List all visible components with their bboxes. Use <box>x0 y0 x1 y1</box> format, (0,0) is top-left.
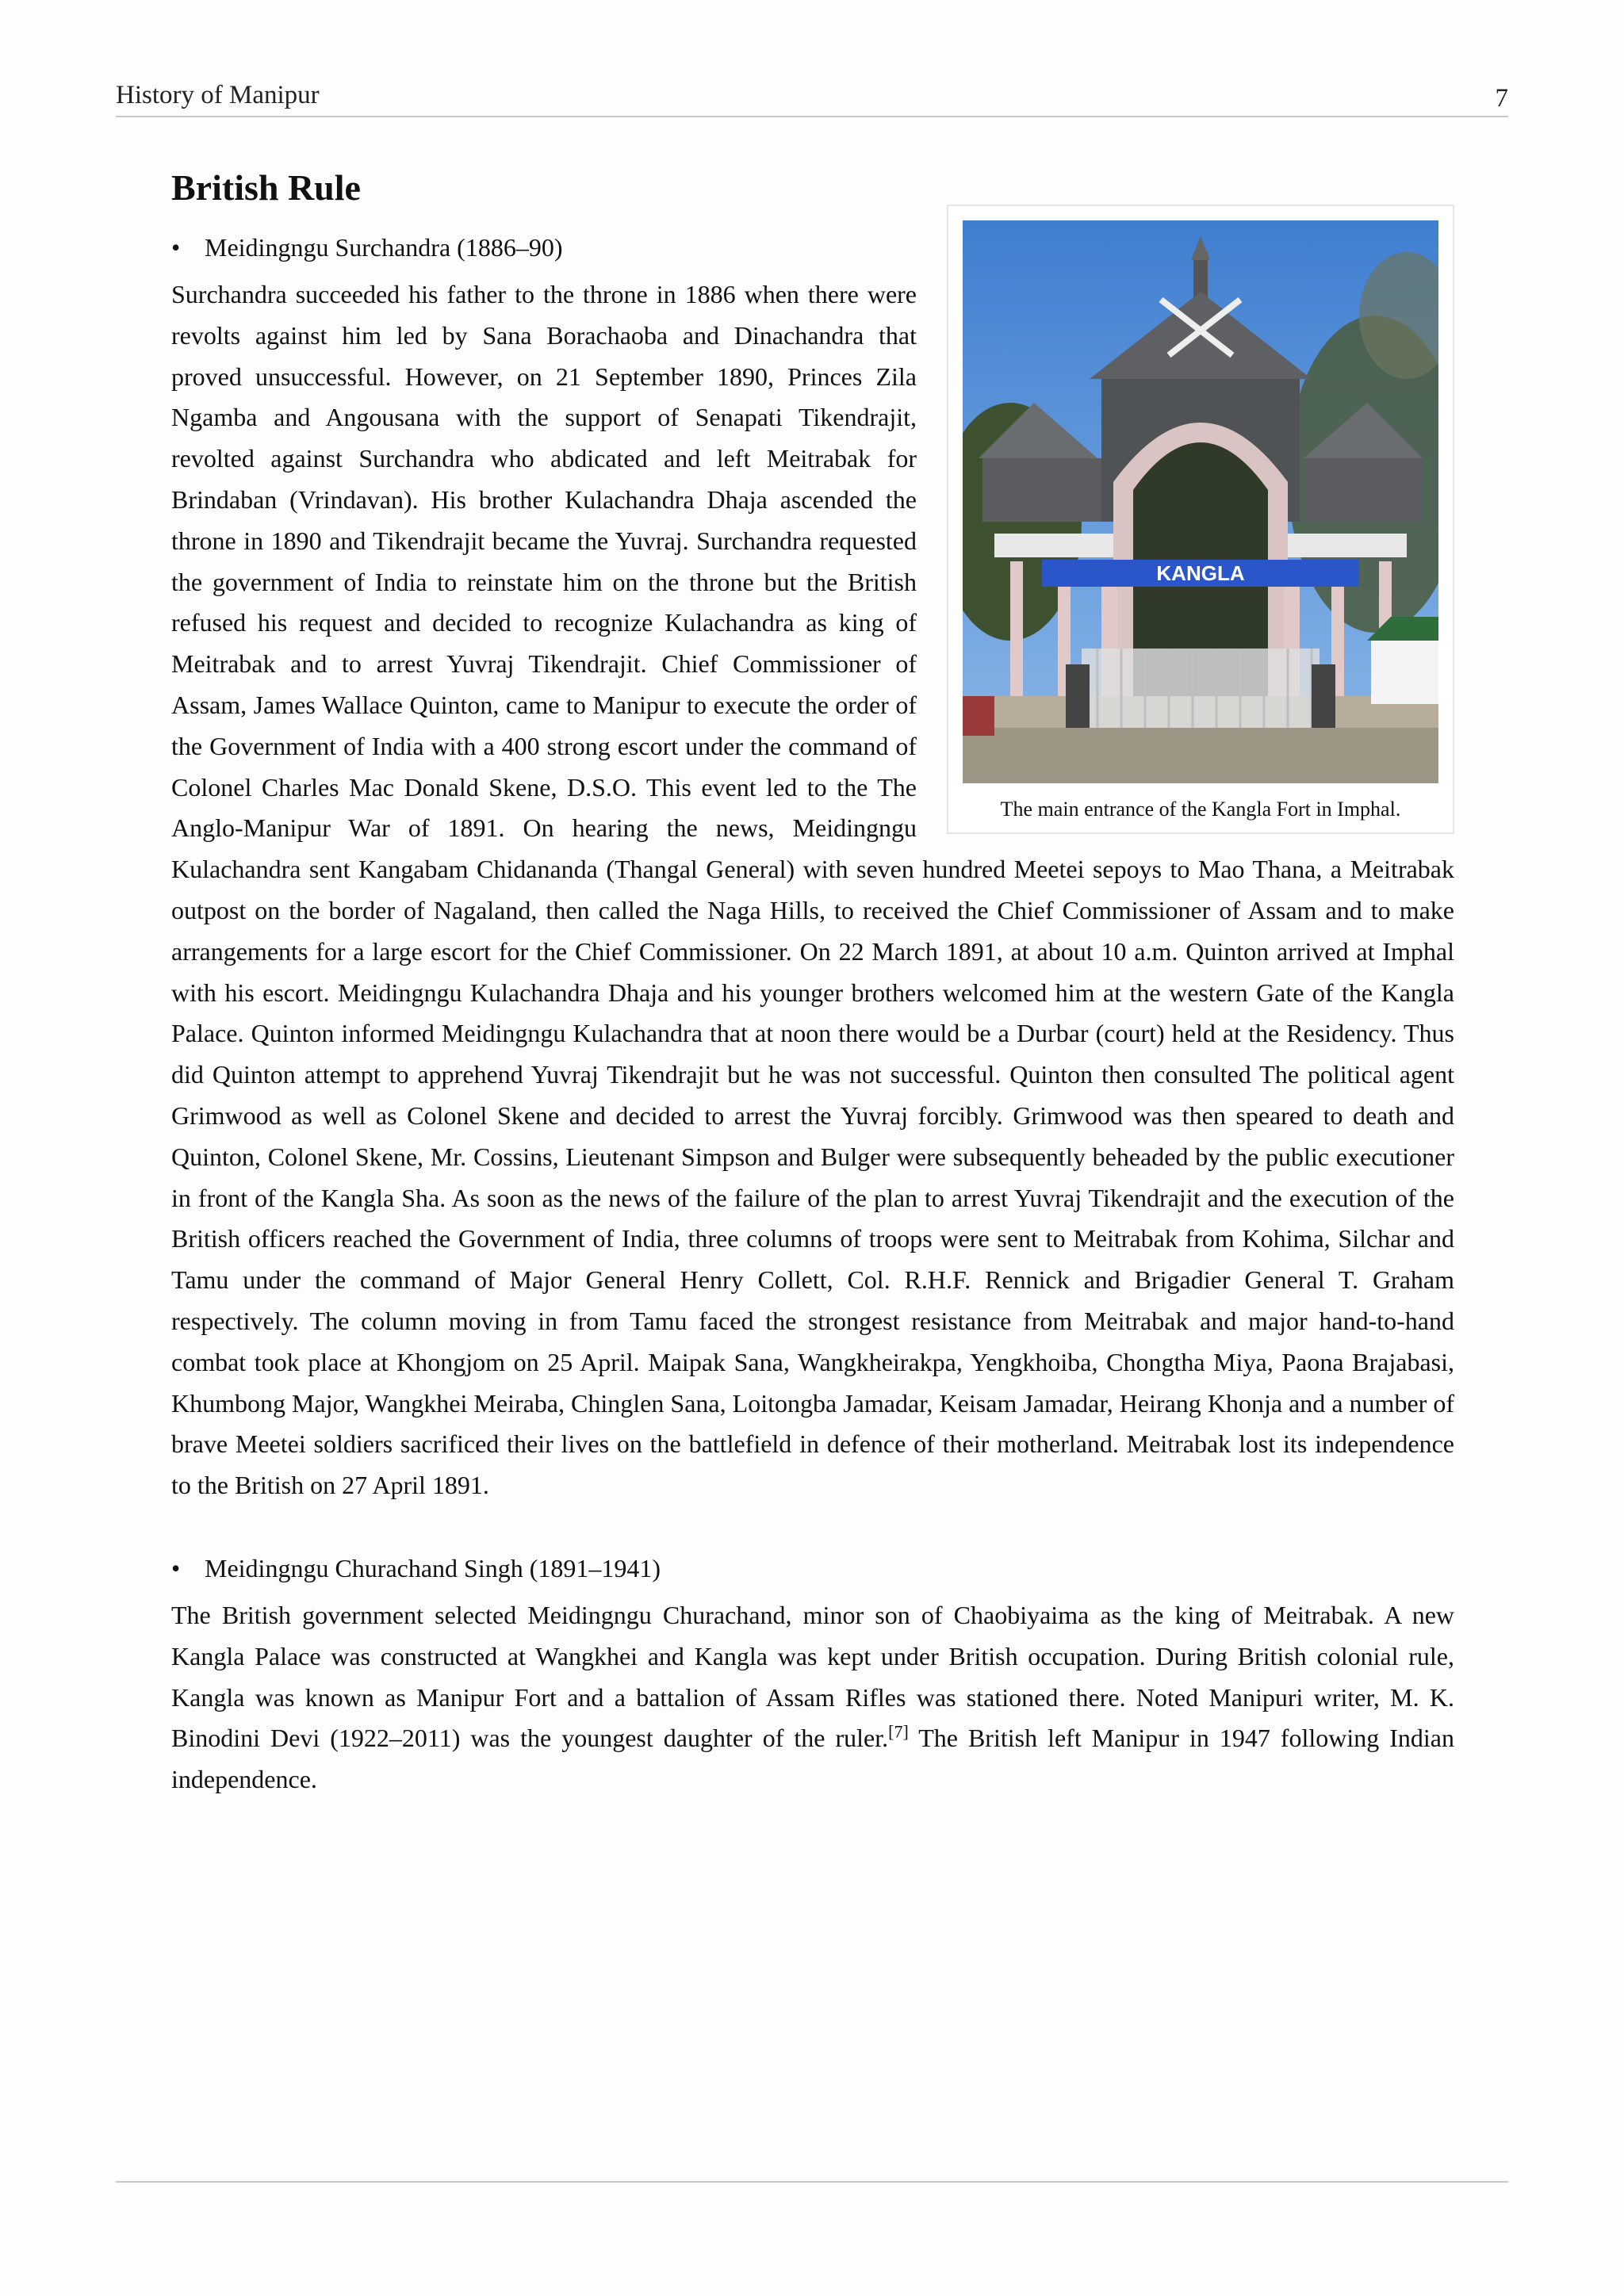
kangla-gate-photo <box>963 220 1438 783</box>
section-heading: British Rule <box>171 167 361 208</box>
bullet-dot: • <box>171 1553 181 1582</box>
footer-divider <box>116 2181 1508 2183</box>
paragraph-surchandra: Surchandra succeeded his father to the throne in 1886 when there were revolts against him led by Sana Borachaoba and Dinachandra that proved unsuccessful. However, on 21 September 1890, Princes Zila Ngamba and Angousana with the support of Senapati Tikendrajit, revolted against Surchandra who abdicated and left Meitrabak for Brindaban (Vrindavan). His brother Kulachandra Dhaja ascended the throne in 1890 and Tikendrajit became the Yuvraj. Surchandra requested the government of India to reinstate him on the throne but the British refused his request and decided to recognize Kulachandra as king of Meitrabak and to arrest Yuvraj Tikendrajit. Chief Commissioner of Assam, James Wallace Quinton, came to Manipur to execute the order of the Government of India with a 400 strong escort under the command of Colonel Charles Mac Donald Skene, D.S.O. This event led to the The Anglo-Manipur War of 1891. On hearing the news, Meidingngu Kulachandra sent Kangabam Chidananda (Thangal General) with seven hundred Meetei sepoys to Mao Thana, a Meitrabak outpost on the border of Nagaland, then called the Naga Hills, to received the Chief Commissioner of Assam and to make arrangements for a large escort for the Chief Commissioner. On 22 March 1891, at about 10 a.m. Quinton arrived at Imphal with his escort. Meidingngu Kulachandra Dhaja and his younger brothers welcomed him at the western Gate of the Kangla Palace. Quinton informed Meidingngu Kulachandra that at noon there would be a Durbar (court) held at the Residency. Thus did Quinton attempt to apprehend Yuvraj Tikendrajit but he was not successful. Quinton then consulted The political agent Grimwood as well as Colonel Skene and decided to arrest the Yuvraj forcibly. Grimwood was then speared to death and Quinton, Colonel Skene, Mr. Cossins, Lieutenant Simpson and Bulger were subsequently beheaded by the public executioner in front of the Kangla Sha. As soon as the news of the failure of the plan to arrest Yuvraj Tikendrajit and the execution of the British officers reached the Government of India, three columns of troops were sent to Meitrabak from Kohima, Silchar and Tamu under the command of Major General Henry Collett, Col. R.H.F. Rennick and Brigadier General T. Graham respectively. The column moving in from Tamu faced the strongest resistance from Meitrabak and major hand-to-hand combat took place at Khongjom on 25 April. Maipak Sana, Wangkheirakpa, Yengkhoiba, Chongtha Miya, Paona Brajabasi, Khumbong Major, Wangkhei Meiraba, Chinglen Sana, Loitongba Jamadar, Keisam Jamadar, Heirang Khonja and a number of brave Meetei soldiers sacrificed their lives on the battlefield in defence of their motherland. Meitrabak lost its independence to the British on 27 April 1891. <box>171 280 1454 1500</box>
spacer <box>171 1506 1454 1548</box>
article-body <box>171 165 1454 1800</box>
bullet-text: Meidingngu Churachand Singh (1891–1941) <box>205 1553 661 1582</box>
figure-kangla-gate <box>947 205 1454 834</box>
bullet-ruler-churachand <box>171 1548 1454 1589</box>
reference-link[interactable]: [7] <box>888 1721 909 1742</box>
bullet-text: Meidingngu Surchandra (1886–90) <box>205 233 563 262</box>
paragraph-text-end: The British left Manipur in 1947 following Indian independence. <box>171 1724 1455 1794</box>
paragraph-text: The British government selected Meidingngu Churachand, minor son of Chaobiyaima as the king of Meitrabak. A new Kangla Palace was constructed at Wangkhei and Kangla was kept under British occupation. During British colonial rule, Kangla was known as Manipur Fort and a battalion of Assam Rifles was stationed there. Noted Manipuri writer, M. K. Binodini Devi (1922–2011) was the youngest daughter of the ruler. <box>171 1600 1454 1753</box>
header-divider <box>116 116 1508 117</box>
running-header-title: History of Manipur <box>116 81 320 109</box>
kangla-sign-text: KANGLA <box>1156 561 1245 585</box>
paragraph-churachand <box>171 1595 1454 1800</box>
figure-caption: The main entrance of the Kangla Fort in Imphal. <box>1000 798 1401 821</box>
bullet-dot: • <box>171 233 181 262</box>
kangla-gate-illustration <box>963 220 1438 783</box>
page-number: 7 <box>1495 84 1508 113</box>
bullet-ruler-surchandra <box>171 227 917 268</box>
